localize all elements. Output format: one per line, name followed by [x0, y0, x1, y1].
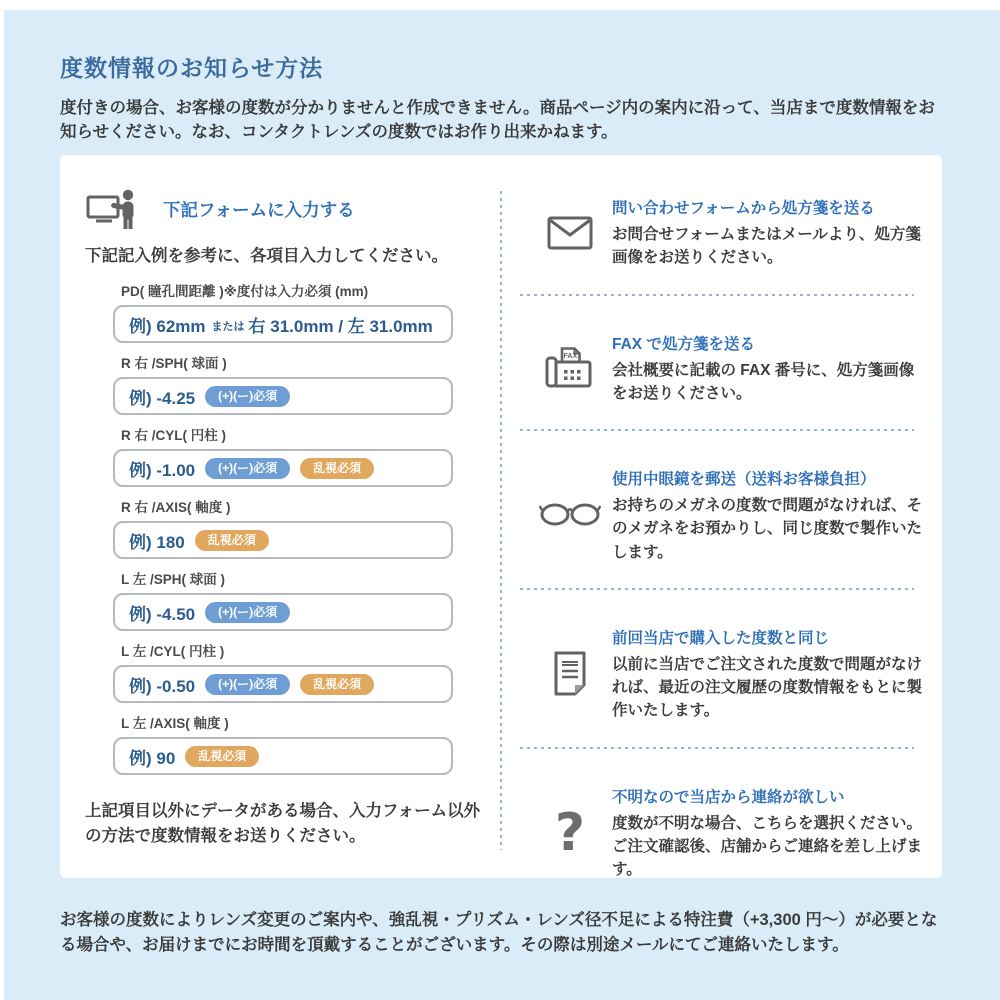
form-field: [113, 280, 453, 343]
badge-plus-minus: (+)(ー)必須: [205, 602, 290, 623]
form-entry-section: [60, 155, 500, 878]
method-body: 以前に当店でご注文された度数で問題がなければ、最近の注文履歴の度数情報をもとに製作いたします。: [612, 655, 923, 720]
field-label: R 右 /AXIS( 軸度 ): [121, 500, 231, 515]
form-note: 上記項目以外にデータがある場合、入力フォーム以外の方法で度数情報をお送りください。: [85, 802, 481, 845]
field-example-input[interactable]: [113, 377, 453, 415]
form-field: [113, 640, 453, 703]
field-label: R 右 /SPH( 球面 ): [121, 356, 227, 371]
section-divider: [520, 588, 914, 590]
form-field: [113, 712, 453, 775]
badge-astigmatism: 乱視必須: [300, 458, 374, 479]
field-label: L 左 /AXIS( 軸度 ): [121, 716, 229, 731]
page-title: 度数情報のお知らせ方法: [60, 55, 324, 81]
form-field: [113, 496, 453, 559]
badge-astigmatism: 乱視必須: [195, 530, 269, 551]
method-body: 度数が不明な場合、こちらを選択ください。ご注文確認後、店舗からご連絡を差し上げます。: [612, 814, 923, 878]
form-instruction: 下記記入例を参考に、各項目入力してください。: [85, 247, 448, 265]
method-item: [528, 467, 926, 564]
badge-plus-minus: (+)(ー)必須: [205, 674, 290, 695]
example-conjunction: または: [211, 320, 245, 333]
field-label: L 左 /SPH( 球面 ): [121, 572, 226, 587]
example-value: 例) 180: [129, 532, 185, 552]
method-body: お持ちのメガネの度数で問題がなければ、そのメガネをお預かりし、同じ度数で製作いたします。: [612, 497, 923, 561]
badge-astigmatism: 乱視必須: [300, 674, 374, 695]
example-value: 例) 62mm: [129, 316, 206, 336]
example-value: 例) 90: [129, 748, 176, 768]
section-divider: [520, 294, 914, 296]
question-icon: ?: [554, 802, 586, 863]
badge-astigmatism: 乱視必須: [185, 746, 259, 767]
example-value: 例) -1.00: [129, 460, 196, 480]
method-item: [528, 785, 926, 882]
method-item: [528, 196, 926, 270]
method-item: [528, 332, 926, 406]
intro-text: 度付きの場合、お客様の度数が分かりませんと作成できません。商品ページ内の案内に沿って、当店まで度数情報をお知らせください。なお、コンタクトレンズの度数ではお作り出来かねます。: [60, 99, 935, 141]
mail-icon: [528, 216, 612, 250]
section-divider: [520, 429, 914, 431]
form-field: [113, 568, 453, 631]
field-example-input[interactable]: [113, 305, 453, 343]
field-example-input[interactable]: [113, 665, 453, 703]
section-divider: [520, 747, 914, 749]
method-item: [528, 626, 926, 723]
method-heading: 前回当店で購入した度数と同じ: [612, 629, 830, 647]
field-label: R 右 /CYL( 円柱 ): [121, 428, 226, 443]
prescription-methods-card: [60, 155, 942, 878]
badge-plus-minus: (+)(ー)必須: [205, 458, 290, 479]
form-field: [113, 352, 453, 415]
alternative-methods-section: [502, 155, 942, 878]
form-field: [113, 424, 453, 487]
method-body: お問合せフォームまたはメールより、処方箋画像をお送りください。: [612, 226, 921, 267]
field-example-input[interactable]: [113, 593, 453, 631]
presentation-icon: [85, 188, 141, 231]
method-heading: FAX で処方箋を送る: [612, 335, 755, 353]
svg-text:FAX: FAX: [563, 353, 578, 361]
footer-note: お客様の度数によりレンズ変更のご案内や、強乱視・プリズム・レンズ径不足による特注費（+3,300 円～）が必要となる場合や、お届けまでにお時間を頂戴することがございます。その際は別途メールにてご連絡いたします。: [60, 910, 938, 955]
form-fields: [113, 280, 453, 775]
method-heading: 不明なので当店から連絡が欲しい: [612, 788, 845, 806]
document-icon: [528, 651, 612, 697]
field-example-input[interactable]: [113, 449, 453, 487]
field-example-input[interactable]: [113, 737, 453, 775]
field-example-input[interactable]: [113, 521, 453, 559]
method-heading: 問い合わせフォームから処方箋を送る: [612, 200, 875, 217]
method-heading: 使用中眼鏡を郵送（送料お客様負担）: [612, 471, 876, 488]
field-label: PD( 瞳孔間距離 )※度付は入力必須 (mm): [121, 284, 369, 299]
field-label: L 左 /CYL( 円柱 ): [121, 644, 225, 659]
badge-plus-minus: (+)(ー)必須: [205, 386, 290, 407]
method-body: 会社概要に記載の FAX 番号に、処方箋画像をお送りください。: [612, 361, 915, 402]
form-section-header: [85, 188, 500, 230]
example-value-2: 右 31.0mm / 左 31.0mm: [248, 316, 433, 336]
form-section-heading: 下記フォームに入力する: [163, 199, 355, 220]
glasses-icon: [528, 501, 612, 529]
example-value: 例) -4.25: [129, 388, 196, 408]
example-value: 例) -4.50: [129, 604, 196, 624]
example-value: 例) -0.50: [129, 676, 196, 696]
fax-icon: [528, 345, 612, 391]
